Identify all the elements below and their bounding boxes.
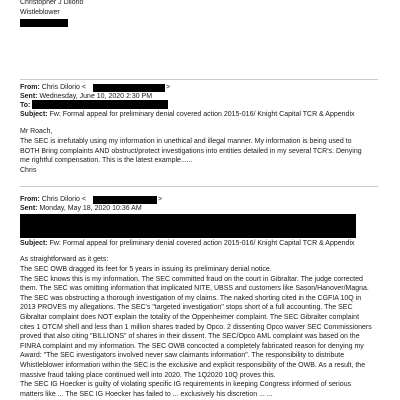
body-line: them. The SEC was omitting information that implicated NITE, UBSS and customers like Sason/Hanover/Magna. [20,285,369,293]
body-line: The SEC knows this is my information. The SEC committed fraud on the court in Gibraltar. The judge corrected [20,275,363,283]
from-value: Chris Dilorio < [41,84,86,91]
from-value: Chris Dilorio < [41,196,86,203]
body-line: proved that also citing "BILLIONS" of shares in their dissent. The SEC/Opco AML complaint was based on the [20,333,360,341]
subject-value: Fw: Formal appeal for preliminary denial covered action 2015-016/ Knight Capital TCR & Appendix [49,240,355,247]
body-line: 2013 PROVES my allegations. The SEC's "targeted investigation" stops short of a full accounting. The SEC [20,304,353,312]
body-line: massive fraud taking place continued well into 2020. The 1Q2020 10Q proves this. [20,371,276,379]
redaction-bar [32,100,168,109]
redaction-bar [93,196,157,204]
email2-subject-line [20,239,355,249]
redaction-bar [93,84,165,92]
greeting: Mr Roach, [20,128,53,135]
sent-value: Monday, May 18, 2020 10:36 AM [39,205,142,212]
signoff: Chris [20,166,37,174]
email1-body [20,137,380,175]
body-line: The SEC is irrefutably using my information in unethical and illegal manner. My information is being used to [20,138,352,145]
body-line: Whistleblower information within the SEC is the exclusive and explicit responsibility of the OWB. As a result, the [20,361,366,369]
from-label: From: [20,196,40,203]
subject-label: Subject: [20,240,48,247]
to-label: To: [20,102,31,109]
body-line: cites 1 OTCM shell and less than 1 million shares traded by Opco. 2 dissenting Opco waiver SEC Commissioners [20,323,372,331]
body-line: FINRA complaint and my information. The SEC OWB concocted a completely fabricated reason for denying my [20,342,364,350]
body-line: BOTH Bring complaints AND obstruct/protect investigations into entities detailed in my several TCR's. Denying [20,147,362,155]
email2-sent-line [20,204,142,214]
author-role: Wistleblower [20,9,60,16]
author-name: Christopher J Dilorio [20,0,84,6]
separator-line [20,79,378,80]
body-line: Award: "The SEC investigators involved never saw claimants information". The responsibility to distribute [20,352,345,360]
separator-line [20,186,378,187]
subject-value: Fw: Formal appeal for preliminary denial covered action 2015-016/ Knight Capital TCR & Appendix [49,111,355,118]
email1-subject-line [20,110,355,120]
email2-intro: As straightforward as it gets: [20,256,109,263]
body-line: Gibraltar complaint does NOT explain the totality of the Oppenheimer complaint. The SEC Gibralter complaint [20,313,360,321]
from-close: > [166,84,171,91]
body-line: matters like ... The SEC IG Hoecker has failed to ... exclusively his discretion ... ... [20,390,273,398]
body-line: The SEC was obstructing a thorough investigation of my claims. The naked shorting cited in the CGFIA 10Q in [20,294,362,302]
sent-value: Wednesday, June 10, 2020 2:30 PM [39,93,153,100]
redaction-block [20,214,356,238]
body-line: The SEC IG Hoecker is guilty of violating specific IG requirements in keeping Congress informed of serious [20,381,352,389]
sent-label: Sent: [20,205,38,212]
subject-label: Subject: [20,111,48,118]
email2-body [20,265,380,399]
sent-label: Sent: [20,93,38,100]
redaction-bar [20,19,68,27]
body-line: me rightful compensation. This is the latest example...... [20,157,193,165]
from-close: > [158,196,163,203]
from-label: From: [20,84,40,91]
body-line: The SEC OWB dragged its feet for 5 years in issuing its preliminary denial notice. [20,266,272,273]
